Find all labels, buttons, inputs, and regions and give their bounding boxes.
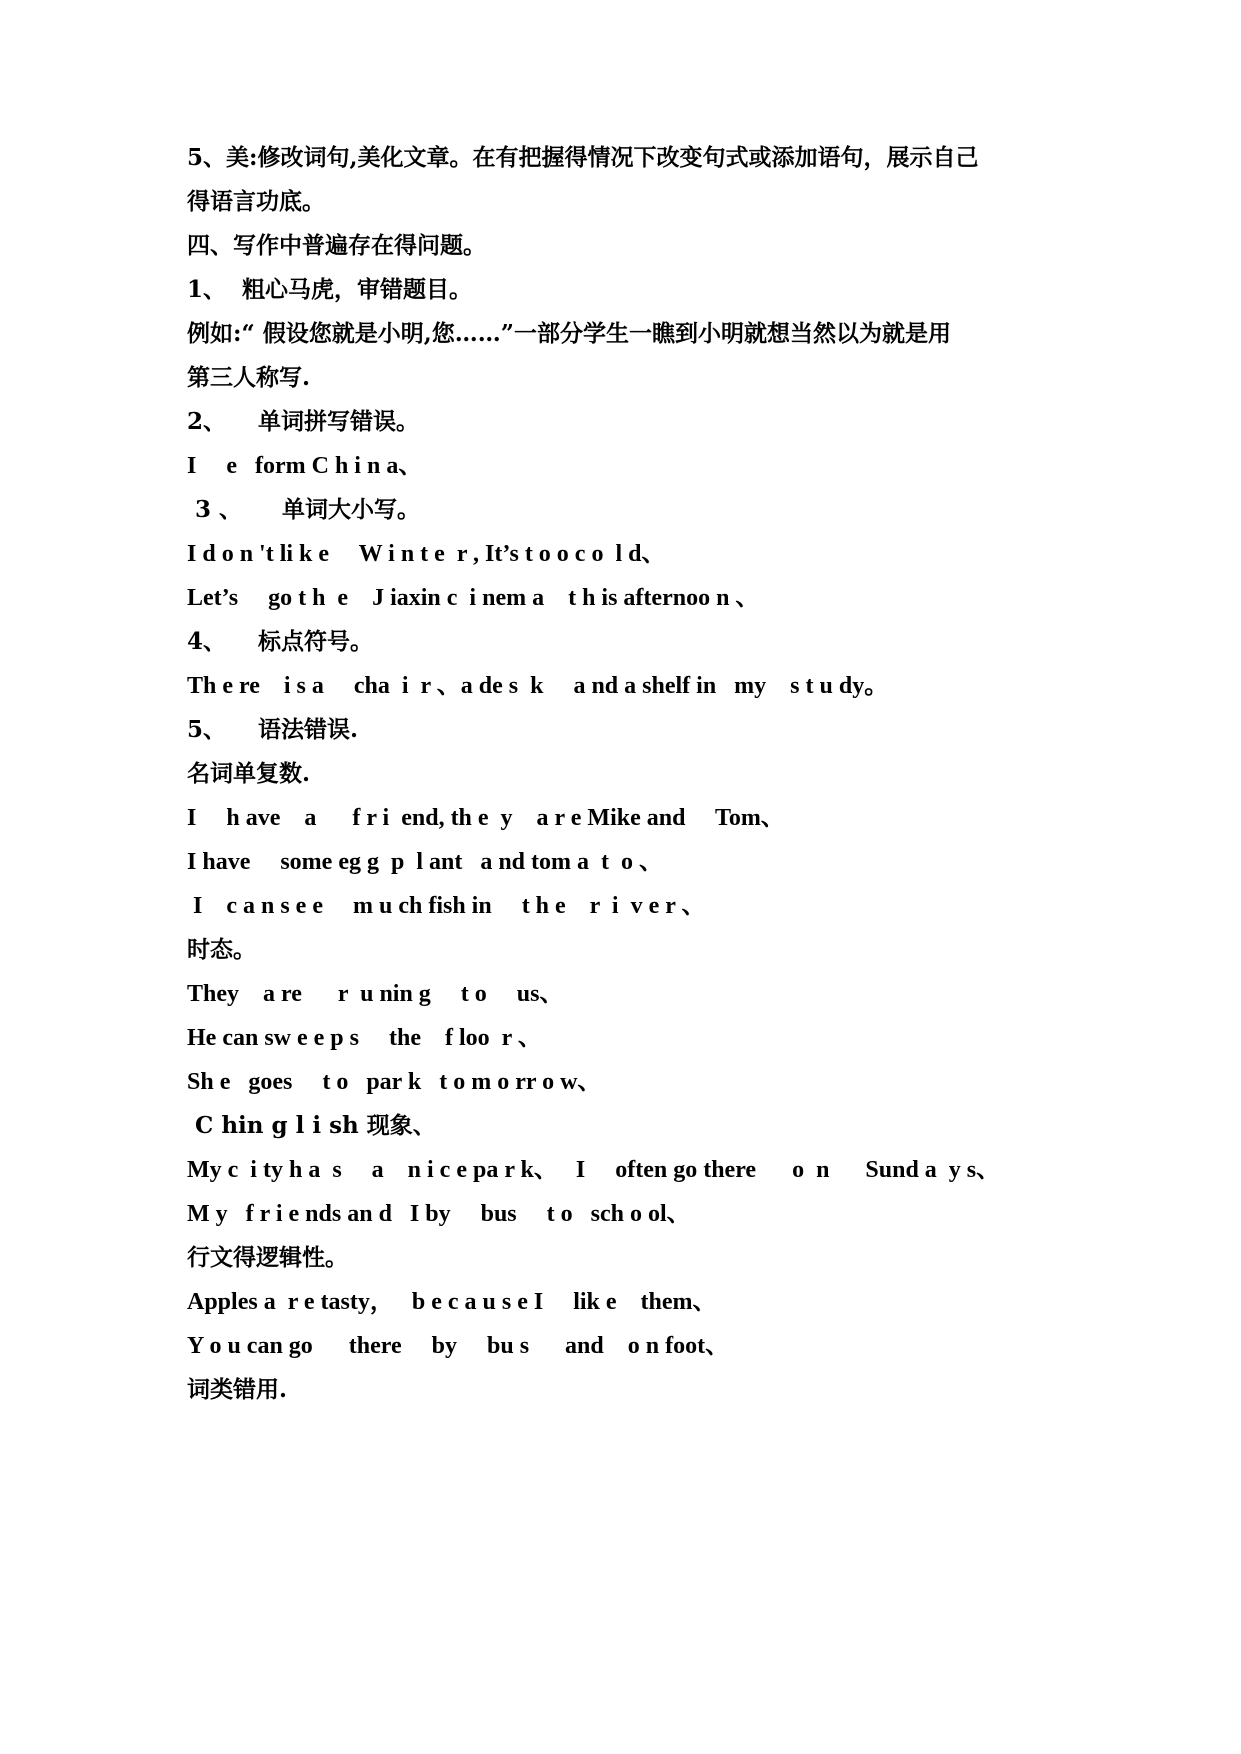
example-sentence: Sh e goes t o par k t o m o rr o w、	[187, 1069, 602, 1095]
text-line: 第三人称写.	[187, 364, 311, 391]
text-line: 3 、 单词大小写。	[187, 496, 421, 523]
example-sentence: Y o u can go there by bu s and o n foot、	[187, 1333, 730, 1359]
text-line: 5、美:修改词句,美化文章。在有把握得情况下改变句式或添加语句，展示自己	[187, 144, 979, 171]
example-sentence: I have some eg g p l ant a nd tom a t o 、	[187, 849, 664, 875]
text-line: 行文得逻辑性。	[187, 1244, 348, 1271]
text-line: 得语言功底。	[187, 188, 325, 215]
example-sentence: My c i ty h a s a n i c e pa r k、 I often go there o n Sund a y s、	[187, 1157, 1001, 1183]
example-sentence: I d o n 't li k e W i n t e r , It’s t o o c o l d、	[187, 541, 666, 567]
example-sentence: I e form C h i n a、	[187, 453, 423, 479]
example-sentence: I c a n s e e m u ch fish in t h e r i v e r 、	[187, 893, 706, 919]
example-sentence: I h ave a f r i end, th e y a r e Mike and Tom、	[187, 805, 785, 831]
text-line: 名词单复数.	[187, 760, 311, 787]
example-sentence: Apples a r e tasty， b e c a u s e I lik e them、	[187, 1289, 717, 1315]
text-line: 5、 语法错误.	[187, 716, 359, 743]
example-sentence: Let’s go t h e J iaxin c i nem a t h is afternoo n 、	[187, 585, 760, 611]
example-sentence: They a re r u nin g t o us、	[187, 981, 564, 1007]
example-sentence: Th e re i s a cha i r 、a de s k a nd a shelf in my s t u dy。	[187, 673, 889, 699]
text-line: 1、 粗心马虎，审错题目。	[187, 276, 473, 303]
section-heading: 四、写作中普遍存在得问题。	[187, 232, 486, 259]
text-line: C hin g l i sh 现象、	[187, 1112, 436, 1139]
text-line: 时态。	[187, 936, 256, 963]
text-line: 词类错用.	[187, 1376, 288, 1403]
text-line: 2、 单词拼写错误。	[187, 408, 420, 435]
text-line: 例如:“ 假设您就是小明,您……”一部分学生一瞧到小明就想当然以为就是用	[187, 320, 951, 347]
example-sentence: M y f r i e nds an d I by bus t o sch o ol、	[187, 1201, 691, 1227]
text-line: 4、 标点符号。	[187, 628, 374, 655]
example-sentence: He can sw e e p s the f loo r 、	[187, 1025, 542, 1051]
